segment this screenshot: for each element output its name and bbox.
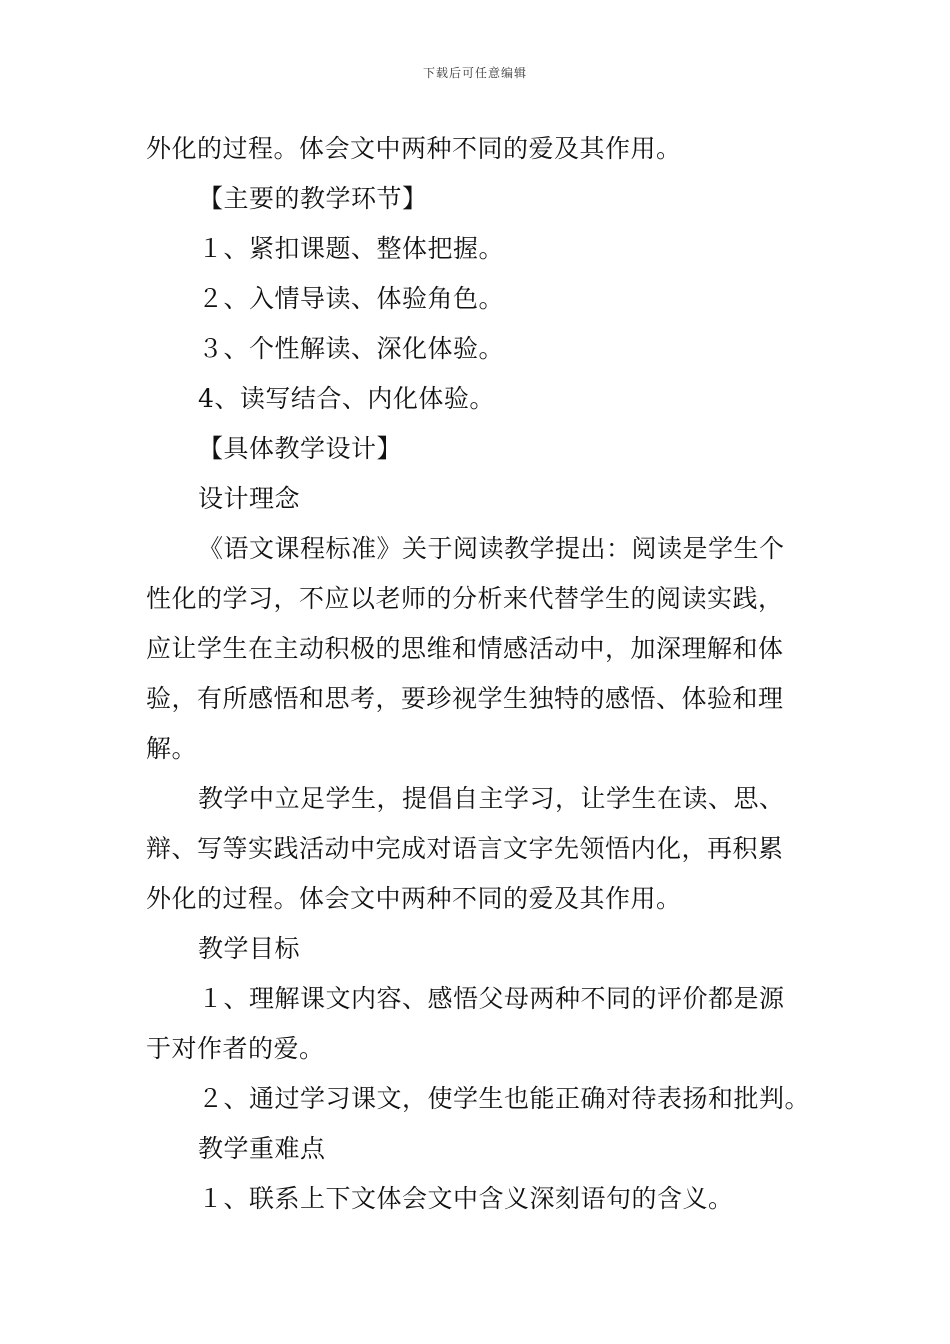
paragraph-line: 应让学生在主动积极的思维和情感活动中，加深理解和体 — [146, 634, 784, 663]
list-item: 4、读写结合、内化体验。 — [198, 384, 495, 413]
paragraph-line: 性化的学习，不应以老师的分析来代替学生的阅读实践， — [146, 584, 784, 613]
list-item: ３、个性解读、深化体验。 — [198, 334, 505, 363]
paragraph-line: 验，有所感悟和思考，要珍视学生独特的感悟、体验和理 — [146, 684, 784, 713]
paragraph-line: 辩、写等实践活动中完成对语言文字先领悟内化，再积累 — [146, 834, 784, 863]
list-item: ２、通过学习课文，使学生也能正确对待表扬和批判。 — [198, 1084, 811, 1113]
list-item: １、联系上下文体会文中含义深刻语句的含义。 — [198, 1184, 734, 1213]
paragraph-line: 外化的过程。体会文中两种不同的爱及其作用。 — [146, 884, 682, 913]
paragraph-line: 外化的过程。体会文中两种不同的爱及其作用。 — [146, 134, 682, 163]
list-item: １、理解课文内容、感悟父母两种不同的评价都是源 — [198, 984, 785, 1013]
section-heading: 【具体教学设计】 — [198, 434, 403, 463]
list-item: １、紧扣课题、整体把握。 — [198, 234, 505, 263]
paragraph-line: 于对作者的爱。 — [146, 1034, 325, 1063]
subheading: 设计理念 — [198, 484, 301, 513]
section-heading: 【主要的教学环节】 — [198, 184, 428, 213]
list-item: ２、入情导读、体验角色。 — [198, 284, 505, 313]
subheading: 教学目标 — [198, 934, 301, 963]
paragraph-line: 教学中立足学生，提倡自主学习，让学生在读、思、 — [198, 784, 785, 813]
subheading: 教学重难点 — [198, 1134, 326, 1163]
paragraph-line: 《语文课程标准》关于阅读教学提出：阅读是学生个 — [198, 534, 785, 563]
paragraph-line: 解。 — [146, 734, 198, 763]
page-header-note: 下载后可任意编辑 — [422, 66, 527, 80]
